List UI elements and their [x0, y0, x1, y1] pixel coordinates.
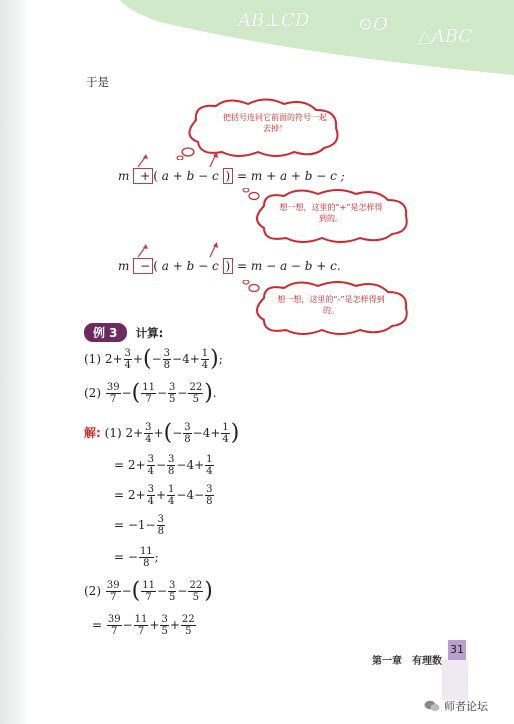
eq2-open-paren: ( — [153, 259, 158, 273]
problem-1: (1) 2+ $\frac{3}{4}$ +(− $\frac{3}{8}$ −4+ $\frac{1}{4}$ ); — [84, 346, 223, 372]
eq2-minus-sign: − — [140, 259, 151, 273]
eq1-close-paren: ) — [225, 169, 231, 183]
p2-frac-39-7: $\frac{39}{7}$ — [106, 382, 120, 405]
solution-label: 解: — [84, 426, 101, 440]
solution-1-line-2: = 2+ $\frac{3}{4}$ − $\frac{3}{8}$ −4+ $\frac{1}{4}$ — [114, 454, 213, 477]
p2-label: (2) — [84, 386, 101, 400]
chat-icon — [424, 700, 440, 712]
example-header — [84, 322, 163, 342]
page-number: 31 — [448, 640, 466, 660]
s1-label: (1) — [104, 426, 122, 440]
eq1-plus-sign: + — [140, 169, 151, 183]
eq2-m: m — [118, 259, 130, 273]
p1-frac-3-8: $\frac{3}{8}$ — [163, 348, 170, 371]
solution-1-line-3: = 2+ $\frac{3}{4}$ + $\frac{1}{4}$ −4− $\frac{3}{8}$ — [114, 484, 213, 507]
eq2-arrows — [130, 240, 230, 262]
eq1-m: m — [118, 169, 130, 183]
intro-text: 于是 — [86, 75, 109, 89]
p2-frac-22-5: $\frac{22}{5}$ — [189, 382, 203, 405]
eq1-inner: a + b − c — [161, 169, 219, 183]
eq2-rhs: = m − a − b + c. — [237, 259, 341, 273]
example-badge: 例 3 — [84, 323, 127, 342]
page-tab-shade — [442, 660, 468, 700]
banner-deco-circle: ⊙O — [358, 14, 388, 35]
solution-1-line-5: = − $\frac{11}{8}$ ; — [114, 546, 159, 569]
p1-frac-3-4: $\frac{3}{4}$ — [124, 348, 131, 371]
bubble-bottom-text: 想一想，这里的“-”是怎样得到的。 — [277, 295, 385, 315]
p2-frac-3-5: $\frac{3}{5}$ — [169, 382, 176, 405]
banner-deco-perpendicular: AB⊥CD — [238, 10, 310, 31]
bubble-mid-text: 想一想，这里的“+”是怎样得到的。 — [279, 203, 383, 223]
eq1-open-paren: ( — [153, 169, 158, 183]
solution-1-line-4: = −1− $\frac{3}{8}$ — [114, 514, 165, 537]
eq1-rhs: = m + a + b − c ; — [237, 169, 345, 183]
p1-two: 2 — [104, 352, 113, 366]
problem-2: (2) $\frac{39}{7}$ −( $\frac{11}{7}$ − $\frac{3}{5}$ − $\frac{22}{5}$ ). — [84, 380, 217, 406]
chapter-title: 第一章 有理数 — [372, 656, 442, 667]
eq1-arrows — [130, 150, 230, 172]
eq2-close-paren: ) — [225, 259, 231, 273]
s2-label: (2) — [84, 584, 101, 598]
eq2-inner: a + b − c — [161, 259, 219, 273]
p1-frac-1-4: $\frac{1}{4}$ — [201, 348, 209, 371]
example-title: 计算: — [135, 326, 164, 340]
p1-label: (1) — [84, 352, 101, 366]
bubble-top-text: 把括号连同它前面的符号一起去掉！ — [223, 113, 327, 133]
p1-four: 4 — [182, 352, 190, 366]
p2-frac-11-7: $\frac{11}{7}$ — [142, 382, 155, 405]
watermark — [424, 698, 488, 714]
banner-deco-triangle: △ABC — [418, 26, 473, 47]
watermark-text: 师者论坛 — [444, 700, 488, 713]
solution-2-line-2: = $\frac{39}{7}$ − $\frac{11}{7}$ + $\frac{3}{5}$ + $\frac{22}{5}$ — [92, 614, 195, 637]
page-left-shade — [0, 0, 26, 724]
solution-1-line-1: 解: (1) 2+ $\frac{3}{4}$ +(− $\frac{3}{8}$ −4+ $\frac{1}{4}$ ) — [84, 420, 240, 446]
solution-2-line-1: (2) $\frac{39}{7}$ −( $\frac{11}{7}$ − $\frac{3}{5}$ − $\frac{22}{5}$ ) — [84, 578, 213, 604]
